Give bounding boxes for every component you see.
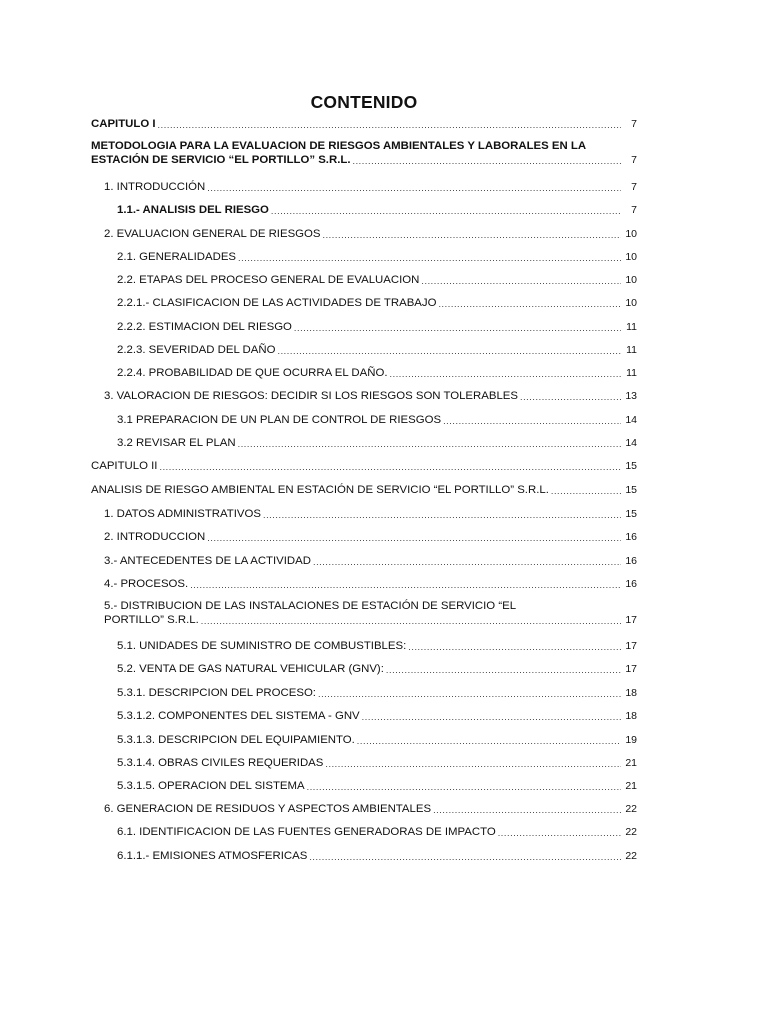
toc-page-number: 7 [631,118,637,130]
toc-entry[interactable] [91,140,637,167]
toc-entry-text: 5.3.1.4. OBRAS CIVILES REQUERIDAS [117,757,324,769]
toc-leader-dots [325,757,621,770]
toc-leader-dots [307,780,621,793]
toc-entry-text: ANALISIS DE RIESGO AMBIENTAL EN ESTACIÓN DE SERVICIO “EL PORTILLO” S.R.L. [91,484,549,496]
toc-page-number: 18 [625,710,637,722]
toc-leader-dots [207,181,621,194]
toc-entry[interactable] [117,204,637,217]
toc-entry[interactable] [117,297,637,310]
toc-entry-text: 5.3.1. DESCRIPCION DEL PROCESO: [117,687,316,699]
toc-entry-text: 5.3.1.3. DESCRIPCION DEL EQUIPAMIENTO. [117,734,355,746]
toc-entry-text: 2.2.2. ESTIMACION DEL RIESGO [117,321,292,333]
toc-page-number: 11 [626,344,637,356]
toc-entry[interactable] [117,663,637,676]
toc-leader-dots [443,414,621,427]
toc-leader-dots [362,710,621,723]
toc-entry-text: PORTILLO” S.R.L. [104,613,199,626]
toc-page-number: 11 [626,321,637,333]
toc-page-number: 15 [625,508,637,520]
toc-leader-dots [309,850,621,863]
toc-entry[interactable] [117,367,637,380]
toc-page-number: 22 [625,826,637,838]
toc-page-number: 16 [625,578,637,590]
toc-entry-text: 2.2. ETAPAS DEL PROCESO GENERAL DE EVALUACION [117,274,420,286]
toc-leader-dots [390,367,622,380]
toc-leader-dots [551,484,621,497]
toc-entry[interactable] [104,228,637,241]
toc-leader-dots [159,460,621,473]
toc-entry-text: 1.1.- ANALISIS DEL RIESGO [117,204,269,216]
toc-entry-text: 2. EVALUACION GENERAL DE RIESGOS [104,228,321,240]
toc-entry-text: 1. INTRODUCCIÓN [104,181,206,193]
toc-leader-dots [352,154,621,167]
toc-entry-text: 5.3.1.5. OPERACION DEL SISTEMA [117,780,305,792]
toc-entry[interactable] [104,508,637,521]
toc-leader-dots [238,251,621,264]
toc-page-number: 10 [625,274,637,286]
toc-entry-text: 5.2. VENTA DE GAS NATURAL VEHICULAR (GNV): [117,663,384,675]
toc-entry-text: 4.- PROCESOS. [104,578,189,590]
toc-entry-text: 1. DATOS ADMINISTRATIVOS [104,508,261,520]
toc-entry[interactable] [104,803,637,816]
toc-entry-text: CAPITULO I [91,118,156,130]
page-title: CONTENIDO [310,92,418,112]
toc-entry[interactable] [117,640,637,653]
toc-leader-dots [408,640,621,653]
toc-leader-dots [207,531,621,544]
toc-entry[interactable] [117,274,637,287]
toc-leader-dots [386,663,621,676]
toc-leader-dots [294,321,621,334]
toc-page-number: 10 [625,228,637,240]
toc-page-number: 13 [625,390,637,402]
toc-page-number: 18 [625,687,637,699]
toc-page-number: 16 [625,531,637,543]
toc-page-number: 17 [625,663,637,675]
toc-entry-text: 6.1. IDENTIFICACION DE LAS FUENTES GENERADORAS DE IMPACTO [117,826,496,838]
toc-leader-dots [313,555,621,568]
toc-leader-dots [322,228,621,241]
toc-entry-text: 2.1. GENERALIDADES [117,251,237,263]
toc-page-number: 22 [625,850,637,862]
toc-page-number: 10 [625,251,637,263]
toc-entry[interactable] [117,414,637,427]
toc-entry[interactable] [117,710,637,723]
toc-page-number: 22 [625,803,637,815]
toc-leader-dots [201,614,621,627]
toc-page-number: 7 [631,181,637,193]
toc-leader-dots [271,204,621,217]
toc-leader-dots [263,508,621,521]
toc-page-number: 7 [631,204,637,216]
toc-entry[interactable] [117,344,637,357]
toc-entry-text: 2.2.4. PROBABILIDAD DE QUE OCURRA EL DAÑO. [117,367,388,379]
toc-leader-dots [421,274,621,287]
toc-leader-dots [277,344,621,357]
toc-leader-dots [433,803,621,816]
toc-leader-dots [158,118,621,131]
toc-entry[interactable] [117,780,637,793]
toc-page-number: 15 [625,484,637,496]
toc-entry[interactable] [117,437,637,450]
toc-entry[interactable] [117,251,637,264]
toc-page-number: 10 [625,297,637,309]
toc-entry-text: 3. VALORACION DE RIESGOS: DECIDIR SI LOS RIESGOS SON TOLERABLES [104,390,518,402]
toc-leader-dots [438,297,621,310]
toc-entry[interactable] [91,460,637,473]
toc-entry[interactable] [104,531,637,544]
toc-entry-text: 5.1. UNIDADES DE SUMINISTRO DE COMBUSTIBLES: [117,640,407,652]
toc-page-number: 16 [625,555,637,567]
toc-entry[interactable] [117,826,637,839]
toc-entry[interactable] [104,600,637,627]
toc-entry-text: 3.2 REVISAR EL PLAN [117,437,236,449]
toc-leader-dots [357,734,621,747]
toc-entry[interactable] [91,484,637,497]
toc-page-number: 14 [625,437,637,449]
toc-page-number: 15 [625,460,637,472]
toc-page-number: 21 [625,780,637,792]
toc-entry-text: 2.2.3. SEVERIDAD DEL DAÑO [117,344,276,356]
toc-entry[interactable] [104,555,637,568]
toc-entry[interactable] [117,321,637,334]
toc-page-number: 19 [625,734,637,746]
toc-page-number: 7 [631,153,637,166]
toc-entry[interactable] [91,118,637,131]
toc-entry[interactable] [104,181,637,194]
toc-page-number: 21 [625,757,637,769]
toc-entry-text: 2.2.1.- CLASIFICACION DE LAS ACTIVIDADES DE TRABAJO [117,297,437,309]
toc-entry[interactable] [117,757,637,770]
toc-page-number: 14 [625,414,637,426]
toc-entry-text: 5.3.1.2. COMPONENTES DEL SISTEMA - GNV [117,710,360,722]
toc-leader-dots [190,578,621,591]
toc-entry-text: 3.- ANTECEDENTES DE LA ACTIVIDAD [104,555,311,567]
toc-leader-dots [498,826,621,839]
toc-leader-dots [520,390,621,403]
toc-entry-text: 3.1 PREPARACION DE UN PLAN DE CONTROL DE RIESGOS [117,414,442,426]
toc-entry[interactable] [104,578,637,591]
toc-entry[interactable] [104,390,637,403]
toc-entry-text: METODOLOGIA PARA LA EVALUACION DE RIESGOS AMBIENTALES Y LABORALES EN LA [91,140,587,152]
toc-entry-text: 6. GENERACION DE RESIDUOS Y ASPECTOS AMBIENTALES [104,803,432,815]
toc-entry-text: CAPITULO II [91,460,158,472]
toc-entry-text: 5.- DISTRIBUCION DE LAS INSTALACIONES DE ESTACIÓN DE SERVICIO “EL [104,600,517,612]
toc-entry[interactable] [117,850,637,863]
toc-entry-text: ESTACIÓN DE SERVICIO “EL PORTILLO” S.R.L. [91,153,351,166]
toc-leader-dots [238,437,621,450]
toc-page-number: 17 [625,640,637,652]
toc-entry[interactable] [117,687,637,700]
toc-entry-text: 6.1.1.- EMISIONES ATMOSFERICAS [117,850,308,862]
toc-page-number: 11 [626,367,637,379]
toc-entry[interactable] [117,734,637,747]
toc-leader-dots [318,687,621,700]
toc-page-number: 17 [625,613,637,626]
toc-entry-text: 2. INTRODUCCION [104,531,206,543]
